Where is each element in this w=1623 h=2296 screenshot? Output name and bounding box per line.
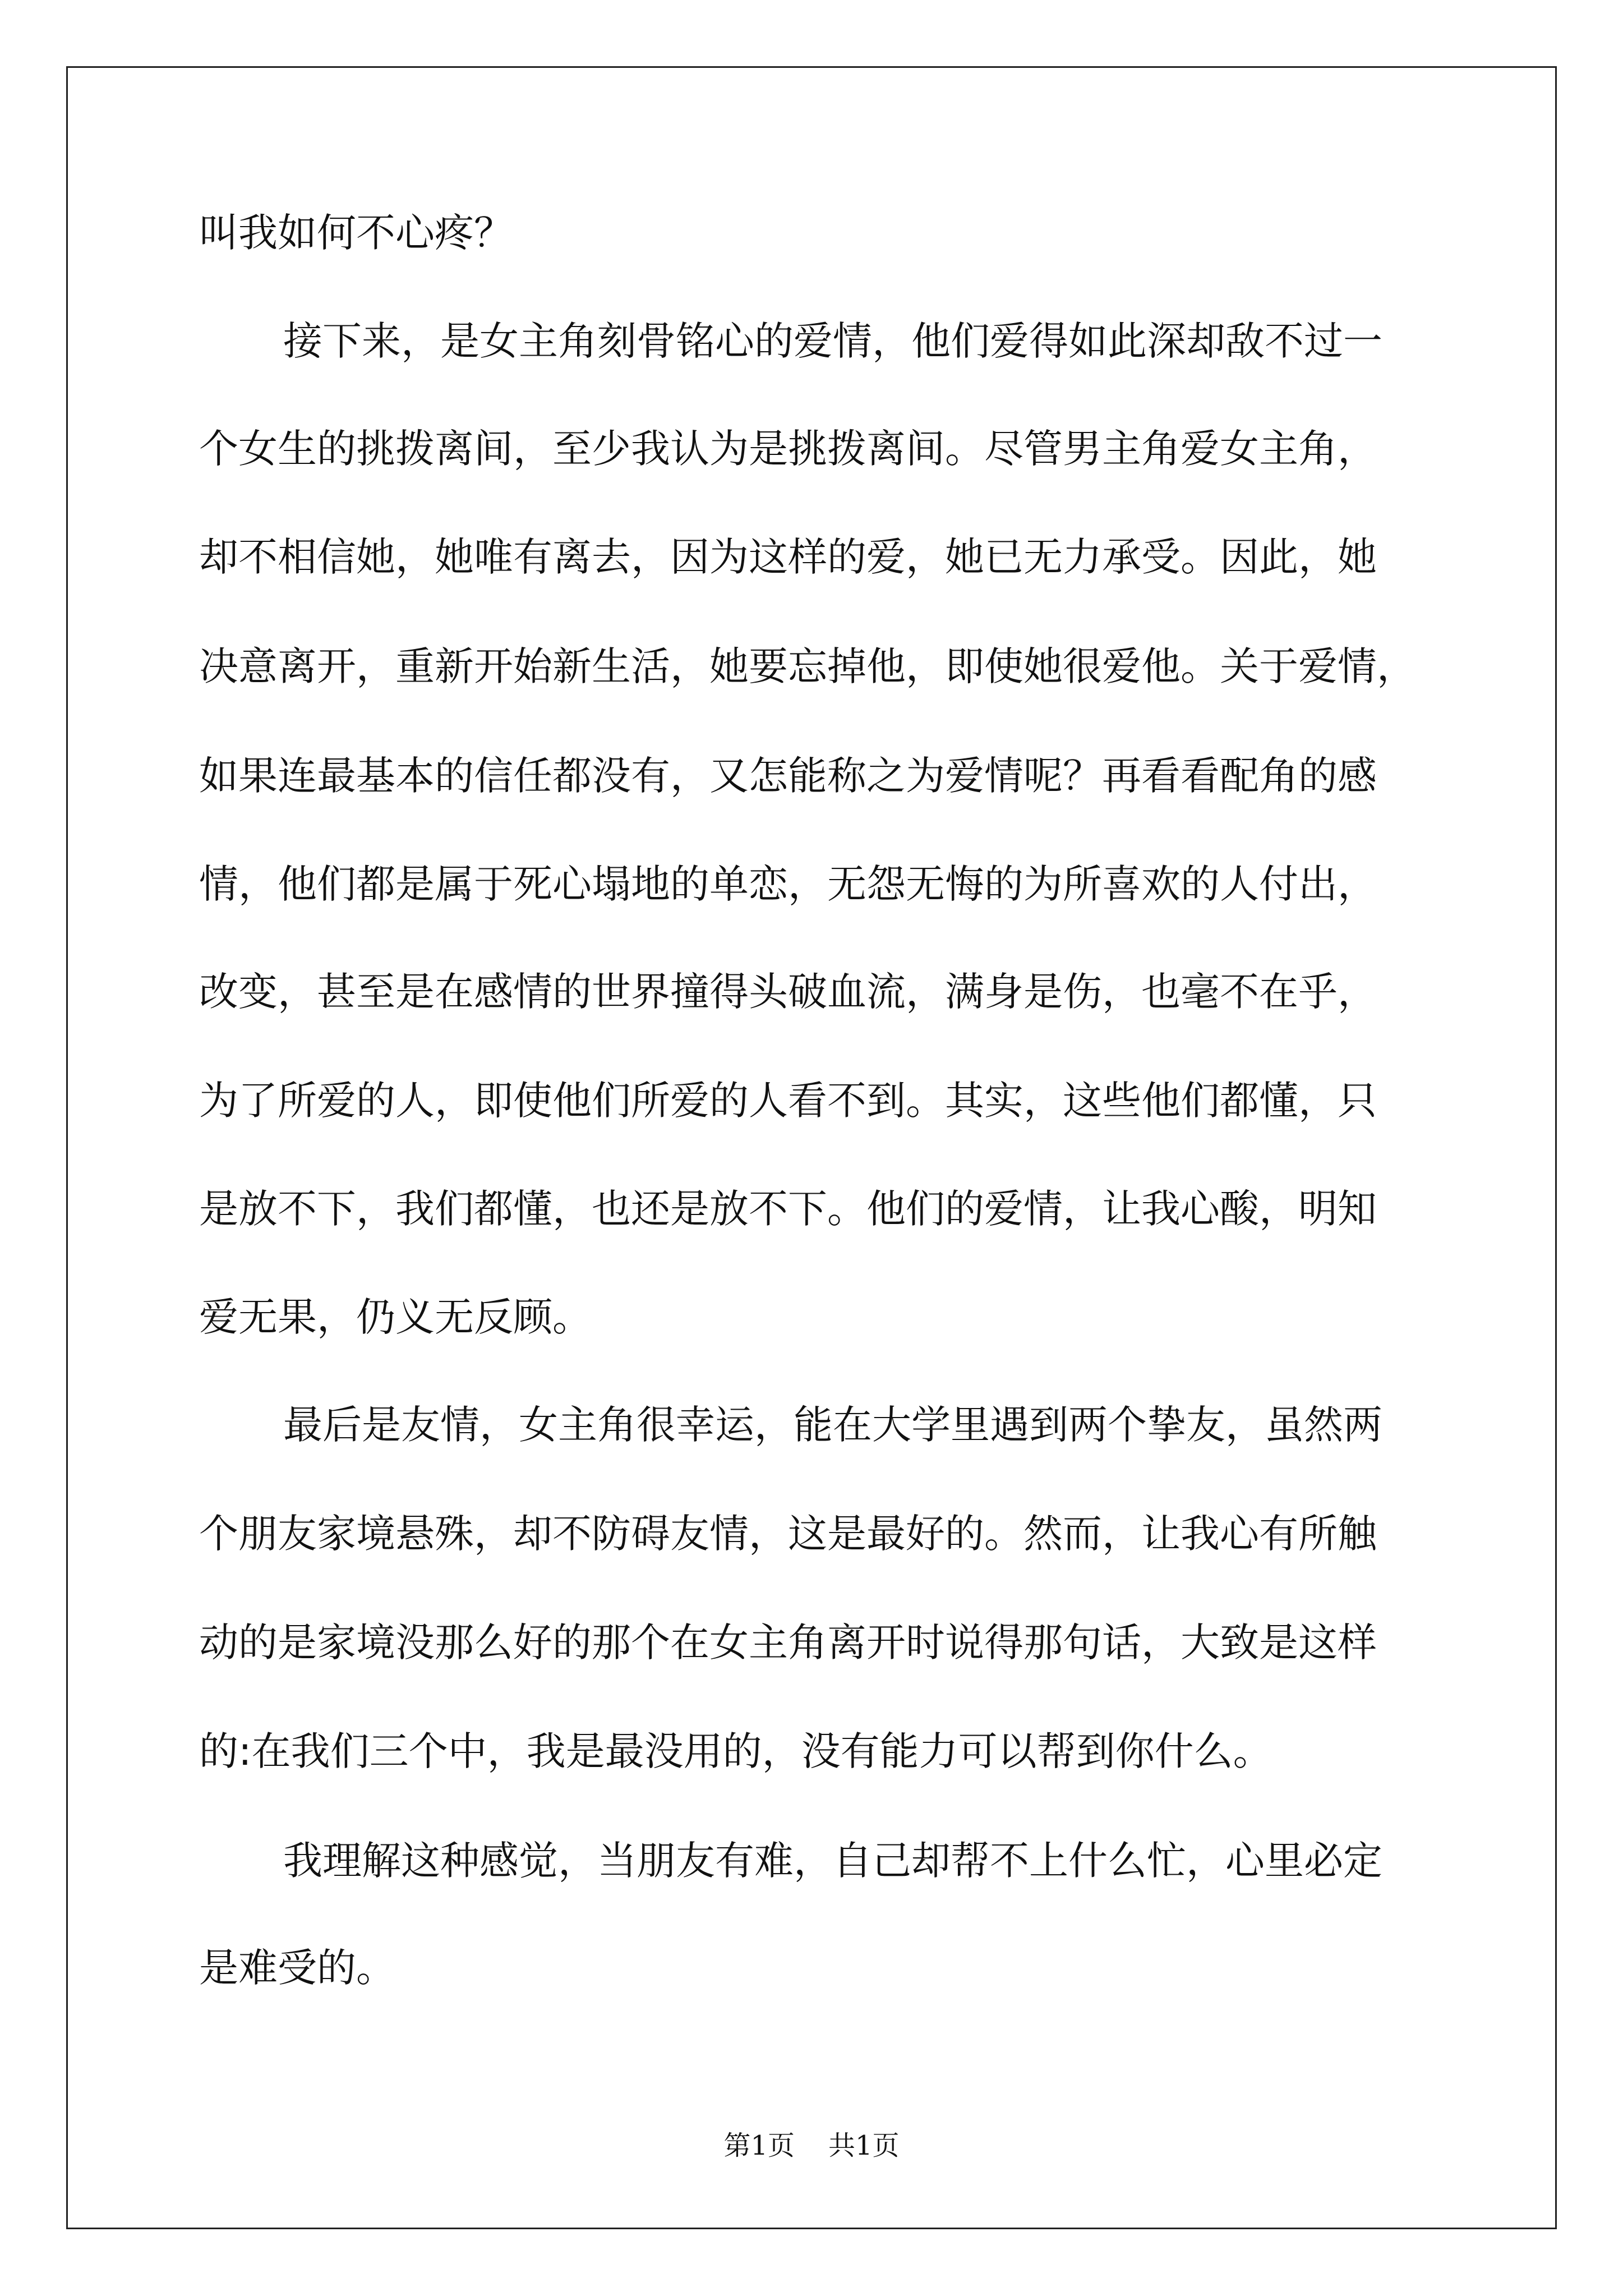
page-border <box>66 66 1557 2229</box>
text-line: 是放不下，我们都懂，也还是放不下。他们的爱情，让我心酸，明知 <box>199 1186 1377 1232</box>
text-line: 个女生的挑拨离间，至少我认为是挑拨离间。尽管男主角爱女主角， <box>199 426 1377 472</box>
text-line: 的:在我们三个中，我是最没用的，没有能力可以帮到你什么。 <box>199 1728 1272 1774</box>
text-line: 最后是友情，女主角很幸运，能在大学里遇到两个挚友，虽然两 <box>283 1402 1382 1448</box>
text-line: 是难受的。 <box>199 1945 395 1991</box>
page-number: 第1页 <box>723 2130 795 2161</box>
text-line: 如果连最基本的信任都没有，又怎能称之为爱情呢？再看看配角的感 <box>199 753 1377 799</box>
text-line: 动的是家境没那么好的那个在女主角离开时说得那句话，大致是这样 <box>199 1619 1377 1665</box>
text-line: 为了所爱的人，即使他们所爱的人看不到。其实，这些他们都懂，只 <box>199 1078 1377 1124</box>
text-line: 叫我如何不心疼？ <box>199 210 513 256</box>
text-line: 决意离开，重新开始新生活，她要忘掉他，即使她很爱他。关于爱情， <box>199 643 1416 689</box>
text-line: 爱无果，仍义无反顾。 <box>199 1294 592 1340</box>
text-line: 情，他们都是属于死心塌地的单恋，无怨无悔的为所喜欢的人付出， <box>199 861 1377 907</box>
page-total: 共1页 <box>828 2130 900 2161</box>
text-line: 却不相信她，她唯有离去，因为这样的爱，她已无力承受。因此，她 <box>199 534 1377 580</box>
page-footer <box>0 2129 1623 2162</box>
text-line: 我理解这种感觉，当朋友有难，自己却帮不上什么忙，心里必定 <box>283 1838 1382 1884</box>
text-line: 个朋友家境悬殊，却不防碍友情，这是最好的。然而，让我心有所触 <box>199 1511 1377 1557</box>
text-line: 接下来，是女主角刻骨铭心的爱情，他们爱得如此深却敌不过一 <box>283 318 1382 364</box>
text-line: 改变，甚至是在感情的世界撞得头破血流，满身是伤，也毫不在乎， <box>199 969 1377 1015</box>
